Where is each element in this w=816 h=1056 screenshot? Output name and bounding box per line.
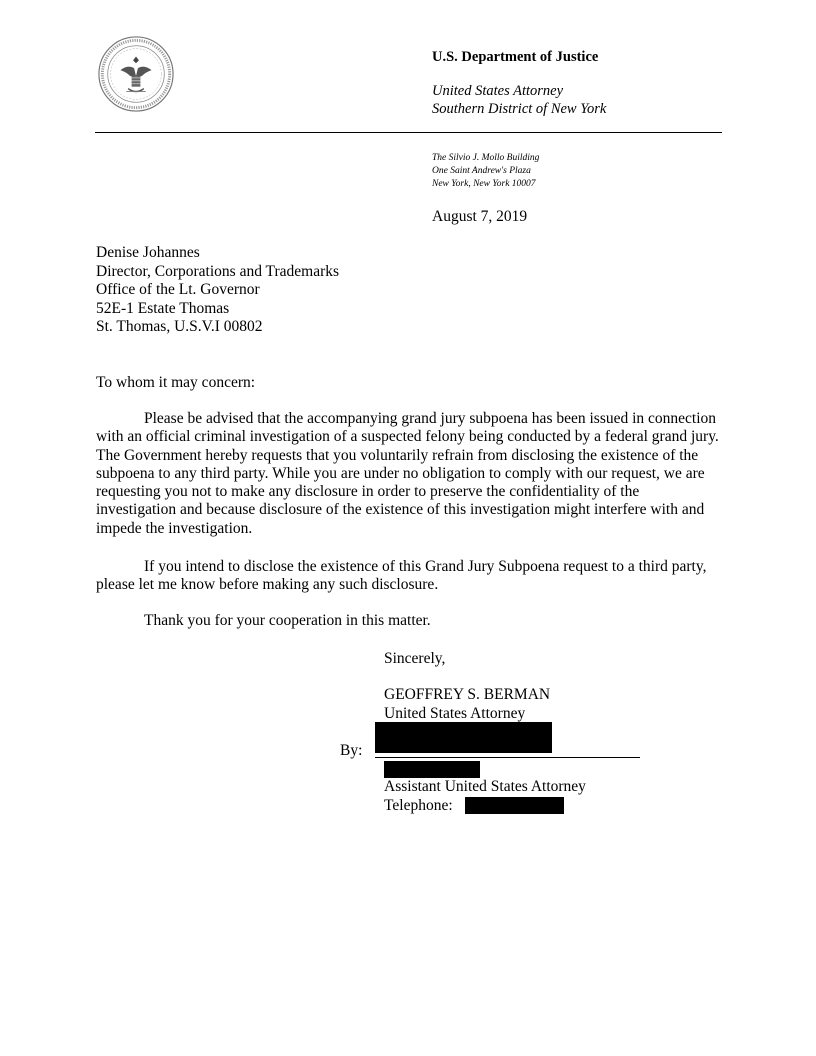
- recipient-line: Office of the Lt. Governor: [96, 281, 260, 298]
- address-line: New York, New York 10007: [432, 179, 536, 189]
- telephone-label: Telephone:: [384, 797, 453, 814]
- signer-block: [384, 686, 550, 723]
- salutation: To whom it may concern:: [96, 374, 256, 391]
- redacted-telephone: [465, 797, 564, 814]
- office-line-1: United States Attorney: [432, 83, 564, 99]
- department-name: U.S. Department of Justice: [432, 49, 599, 65]
- signer-name: GEOFFREY S. BERMAN: [384, 686, 551, 703]
- redacted-assistant-name: [384, 761, 480, 778]
- recipient-line: 52E-1 Estate Thomas: [96, 299, 230, 317]
- body-paragraph-2: If you intend to disclose the existence of this Grand Jury Subpoena request to a third party, please let me know before making any such disclosure.: [96, 558, 707, 594]
- signature-line: [375, 757, 640, 758]
- recipient-line: St. Thomas, U.S.V.I 00802: [96, 318, 263, 335]
- office-line-2: Southern District of New York: [432, 101, 607, 117]
- body-paragraph-1: Please be advised that the accompanying grand jury subpoena has been issued in connection with an official criminal investigation of a suspected felony being conducted by a federal grand jury. The Government hereby requests that you voluntarily refrain from disclosing the existence of the subpoena to any third party. While you are under no obligation to comply with our request, we are requesting you not to make any disclosure in order to preserve the confidentiality of the investigation and because disclosure of the existence of this investigation might interfere with and impede the investigation.: [96, 410, 719, 537]
- recipient-address: [96, 244, 339, 337]
- closing: Sincerely,: [384, 650, 446, 667]
- body-paragraph-3: Thank you for your cooperation in this matter.: [144, 612, 431, 629]
- letter-date: August 7, 2019: [432, 208, 528, 225]
- redacted-signature: [375, 722, 552, 753]
- office-address: [432, 152, 539, 191]
- recipient-line: Director, Corporations and Trademarks: [96, 262, 340, 280]
- signer-title: United States Attorney: [384, 704, 526, 722]
- by-label: By:: [340, 742, 363, 759]
- doj-seal-logo: [97, 35, 175, 113]
- address-line: The Silvio J. Mollo Building: [432, 153, 540, 163]
- recipient-line: Denise Johannes: [96, 244, 200, 261]
- header-divider: [95, 132, 722, 133]
- office-block: [432, 82, 606, 118]
- assistant-title: Assistant United States Attorney: [384, 778, 586, 795]
- address-line: One Saint Andrew's Plaza: [432, 166, 531, 176]
